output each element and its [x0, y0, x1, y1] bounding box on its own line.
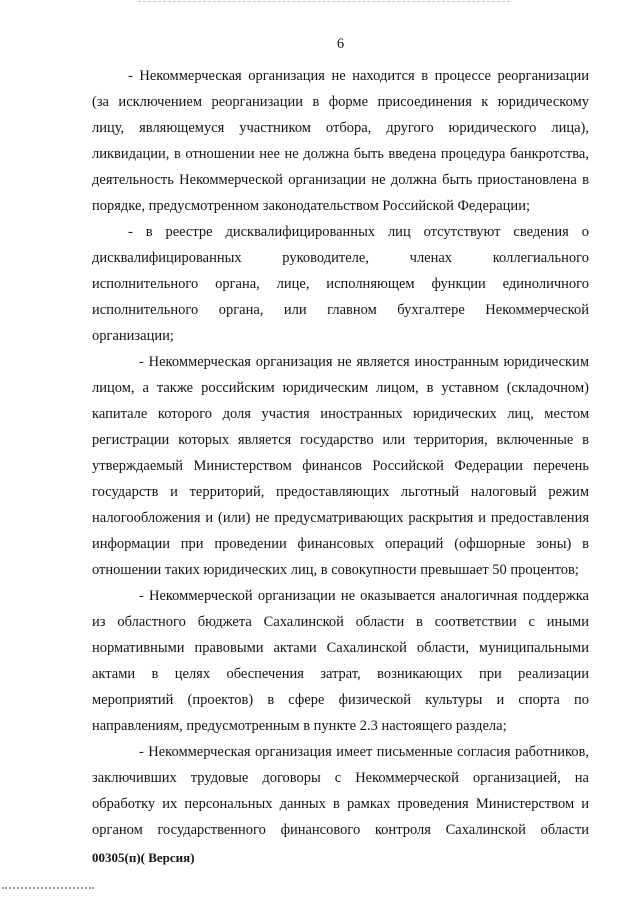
text-line: - Некоммерческая организация не является иностранным юридическим	[139, 354, 589, 370]
page-number: 6	[336, 36, 345, 52]
paragraph	[92, 63, 589, 219]
text-line: обработку их персональных данных в рамках проведения Министерством и	[92, 796, 589, 812]
text-line: из областного бюджета Сахалинской области в соответствии с иными	[92, 614, 589, 630]
paragraph	[92, 219, 589, 349]
text-line: (за исключением реорганизации в форме присоединения к юридическому	[92, 94, 589, 110]
text-line: - Некоммерческая организация имеет письменные согласия работников,	[139, 744, 589, 760]
document-footer-code: 00305(п)( Версия)	[92, 850, 195, 865]
scan-edge-artifact	[2, 887, 94, 889]
text-line: утверждаемый Министерством финансов Российской Федерации перечень	[92, 458, 589, 474]
text-line: лицу, являющемуся участником отбора, другого юридического лица),	[92, 120, 589, 136]
text-line: исполнительного органа, или главном бухгалтере Некоммерческой	[92, 302, 589, 318]
paragraph	[92, 349, 589, 583]
text-line: налогообложения и (или) не предусматривающих раскрытия и предоставления	[92, 510, 589, 526]
text-line: мероприятий (проектов) в сфере физической культуры и спорта по	[92, 692, 589, 708]
text-line: дисквалифицированных руководителе, членах коллегиального	[92, 250, 589, 266]
text-line: ликвидации, в отношении нее не должна быть введена процедура банкротства,	[92, 146, 589, 162]
text-line: регистрации которых является государство или территория, включенные в	[92, 432, 589, 448]
text-line: направлениям, предусмотренным в пункте 2.3 настоящего раздела;	[92, 718, 507, 734]
scan-edge-artifact	[138, 1, 510, 2]
text-line: - в реестре дисквалифицированных лиц отсутствуют сведения о	[128, 224, 589, 240]
text-line: организации;	[92, 328, 174, 344]
text-line: заключивших трудовые договоры с Некоммерческой организацией, на	[92, 770, 589, 786]
text-line: нормативными правовыми актами Сахалинской области, муниципальными	[92, 640, 589, 656]
text-line: капитале которого доля участия иностранных юридических лиц, местом	[92, 406, 589, 422]
text-line: государств и территорий, предоставляющих льготный налоговый режим	[92, 484, 589, 500]
text-line: исполнительного органа, лице, исполняющем функции единоличного	[92, 276, 589, 292]
text-line: органом государственного финансового контроля Сахалинской области	[92, 822, 589, 838]
paragraph	[92, 739, 589, 843]
text-line: - Некоммерческой организации не оказывается аналогичная поддержка	[139, 588, 589, 604]
text-line: информации при проведении финансовых операций (офшорные зоны) в	[92, 536, 589, 552]
text-line: лицом, а также российским юридическим лицом, в уставном (складочном)	[92, 380, 589, 396]
text-line: порядке, предусмотренном законодательством Российской Федерации;	[92, 198, 530, 214]
document-body	[92, 63, 589, 843]
paragraph	[92, 583, 589, 739]
text-line: актами в целях обеспечения затрат, возникающих при реализации	[92, 666, 589, 682]
text-line: отношении таких юридических лиц, в совокупности превышает 50 процентов;	[92, 562, 579, 578]
text-line: деятельность Некоммерческой организации не должна быть приостановлена в	[92, 172, 589, 188]
text-line: - Некоммерческая организация не находится в процессе реорганизации	[128, 68, 589, 84]
